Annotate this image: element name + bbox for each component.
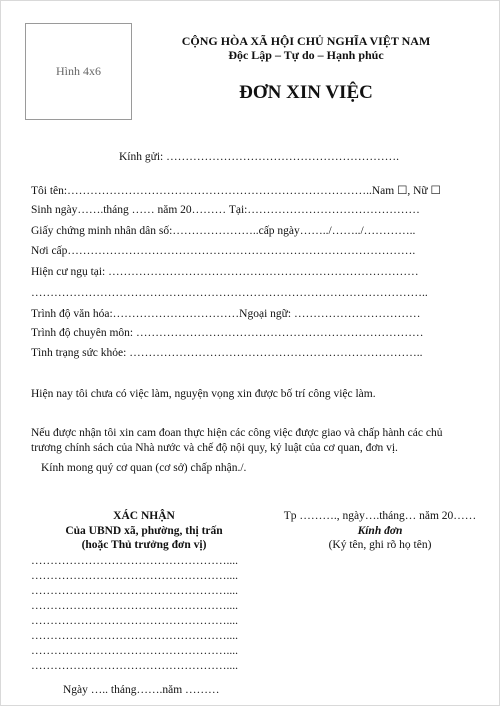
confirm-authority-alt: (hoặc Thủ trưởng đơn vị) <box>81 539 207 551</box>
field-toi-ten: Tôi tên:……………………………………………………………………..Nam ☐, Nữ ☐ <box>31 185 441 197</box>
paragraph-unemployed: Hiện nay tôi chưa có việc làm, nguyện vọng xin được bố trí công việc làm. <box>31 388 376 400</box>
photo-placeholder <box>25 23 132 120</box>
confirm-title: XÁC NHẬN <box>113 510 175 522</box>
field-kinh-gui: Kính gửi: ……………………………………………………. <box>119 151 399 163</box>
field-sinh-ngay: Sinh ngày…….tháng …… năm 20……… Tại:……………………………………… <box>31 204 420 216</box>
confirm-dotted-line: …………………………………………….... <box>31 555 238 567</box>
applicant-date: Tp ………., ngày….tháng… năm 20…… <box>283 510 477 522</box>
applicant-signature-note: (Ký tên, ghi rõ họ tên) <box>328 539 432 551</box>
confirm-dotted-line: …………………………………………….... <box>31 600 238 612</box>
paragraph-commitment-1: Nếu được nhận tôi xin cam đoan thực hiện các công việc được giao và chấp hành các chủ <box>31 427 443 439</box>
field-chuyen-mon: Trình độ chuyên môn: ………………………………………………………………… <box>31 327 424 339</box>
country-heading: CỘNG HÒA XÃ HỘI CHỦ NGHĨA VIỆT NAM <box>181 34 431 48</box>
confirm-dotted-line: …………………………………………….... <box>31 615 238 627</box>
applicant-signature-title: Kính đơn <box>357 525 403 537</box>
confirm-dotted-line: …………………………………………….... <box>31 585 238 597</box>
field-cu-ngu-line2: ………………………………………………………………………………………….. <box>31 287 428 299</box>
confirm-dotted-line: …………………………………………….... <box>31 645 238 657</box>
confirm-authority: Của UBND xã, phường, thị trấn <box>65 525 223 537</box>
field-noi-cap: Nơi cấp………………………………………………………………………………. <box>31 245 416 257</box>
photo-label: Hình 4x6 <box>56 64 101 78</box>
motto: Độc Lập – Tự do – Hạnh phúc <box>228 48 384 62</box>
field-cmnd: Giấy chứng minh nhân dân số:…………………..cấp ngày……../……../………….. <box>31 225 416 237</box>
field-cu-ngu: Hiện cư ngụ tại: ……………………………………………………………………… <box>31 266 419 278</box>
field-van-hoa: Trình độ văn hóa:……………………………Ngoại ngữ: …………………………… <box>31 308 421 320</box>
confirm-dotted-line: …………………………………………….... <box>31 570 238 582</box>
confirm-dotted-line: …………………………………………….... <box>31 660 238 672</box>
confirm-date: Ngày ….. tháng…….năm ……… <box>63 684 220 696</box>
document-title: ĐƠN XIN VIỆC <box>239 82 373 103</box>
field-suc-khoe: Tình trạng sức khỏe: ………………………………………………………………….. <box>31 347 423 359</box>
paragraph-request: Kính mong quý cơ quan (cơ sở) chấp nhận./. <box>41 462 247 474</box>
confirm-dotted-line: …………………………………………….... <box>31 630 238 642</box>
paragraph-commitment-2: trương chính sách của Nhà nước và chế độ nội quy, kỷ luật của cơ quan, đơn vị. <box>31 442 398 454</box>
